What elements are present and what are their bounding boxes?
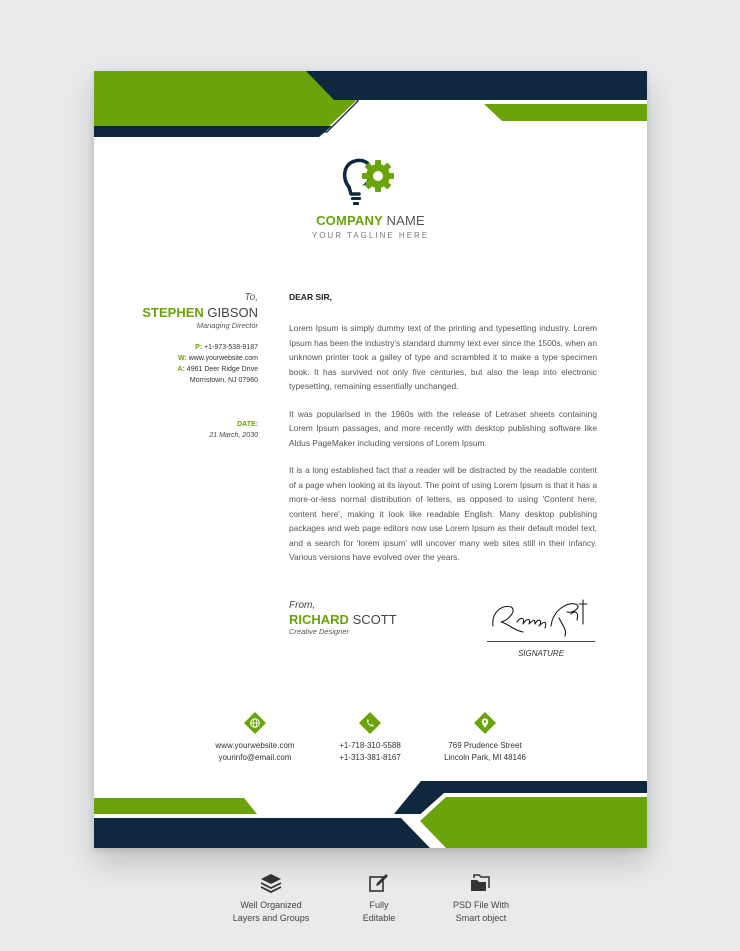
feature-psd bbox=[421, 873, 541, 925]
location-pin-icon bbox=[474, 712, 496, 734]
recipient-phone-row bbox=[108, 342, 258, 353]
letter-paragraph: It was popularised in the 1960s with the release of Letraset sheets containing Lorem Ipsum passages, and more recently with desktop publishing software like Aldus PageMaker including versions of Lorem Ipsum. bbox=[289, 408, 597, 448]
company-logo bbox=[94, 157, 647, 240]
web-label: W: bbox=[177, 355, 187, 362]
recipient-name bbox=[108, 305, 258, 320]
recipient-web: www.yourwebsite.com bbox=[188, 355, 258, 362]
footer-phone-2: +1-313-381-8167 bbox=[339, 752, 401, 762]
company-name bbox=[94, 213, 647, 228]
recipient-contact bbox=[108, 342, 258, 386]
footer-navy-band bbox=[94, 818, 430, 848]
footer-address-text bbox=[415, 740, 555, 763]
folder-icon bbox=[470, 873, 492, 893]
footer-green-strip bbox=[94, 798, 257, 814]
recipient-address-row bbox=[108, 364, 258, 375]
date-block bbox=[108, 419, 258, 441]
recipient-block bbox=[108, 292, 258, 441]
recipient-first-name: STEPHEN bbox=[142, 305, 204, 320]
sender-block bbox=[289, 600, 397, 636]
date-label: DATE: bbox=[237, 421, 258, 428]
company-name-light: NAME bbox=[386, 213, 425, 228]
recipient-address-line2: Morristown, NJ 07960 bbox=[189, 377, 258, 384]
footer-email: yourinfo@email.com bbox=[218, 752, 292, 762]
feature-psd-line1: PSD File With bbox=[452, 900, 509, 910]
sender-name bbox=[289, 612, 397, 627]
header-navy-band bbox=[306, 71, 647, 100]
header-green-strip bbox=[484, 104, 647, 121]
letter-paragraph: It is a long established fact that a reader will be distracted by the readable content of a page when looking at its layout. The point of using Lorem Ipsum is that it has a more-or-less normal distribution of letters, as opposed to using 'Content here, content here', making it look like readable English. Many desktop publishing packages and web page editors now use Lorem Ipsum as their default model text, and a search for 'lorem ipsum' will uncover many web sites still in their infancy. Various versions have evolved over the years. bbox=[289, 465, 597, 562]
edit-icon bbox=[368, 873, 390, 893]
sender-first-name: RICHARD bbox=[289, 612, 349, 627]
letter-paragraph: Lorem Ipsum is simply dummy text of the printing and typesetting industry. Lorem Ipsum has been the industry's standard dummy text ever since the 1500s, when an unknown printer took a galley of type and scrambled it to make a type specimen book. It has survived not only five centuries, but also the leap into electronic typesetting, remaining essentially unchanged. bbox=[289, 323, 597, 391]
feature-layers bbox=[211, 873, 331, 925]
company-name-bold: COMPANY bbox=[316, 213, 383, 228]
date-value: 21 March, 2030 bbox=[209, 432, 258, 439]
recipient-web-row bbox=[108, 353, 258, 364]
from-label: From, bbox=[289, 600, 316, 611]
letterhead-sheet bbox=[94, 71, 647, 848]
phone-icon bbox=[359, 712, 381, 734]
recipient-address-line1: 4961 Deer Ridge Drive bbox=[186, 366, 258, 373]
footer-address bbox=[415, 712, 555, 763]
footer-address-line1: 769 Prudence Street bbox=[448, 741, 522, 750]
to-label: To, bbox=[244, 292, 258, 303]
layers-icon bbox=[260, 873, 282, 893]
signature-label: SIGNATURE bbox=[517, 649, 565, 658]
footer-phone-1: +1-718-310-5588 bbox=[339, 741, 401, 750]
phone-label: P: bbox=[195, 344, 203, 351]
feature-layers-line2: Layers and Groups bbox=[232, 913, 310, 923]
signature-line bbox=[487, 641, 595, 642]
footer-website-url: www.yourwebsite.com bbox=[215, 741, 295, 750]
feature-layers-text bbox=[211, 899, 331, 925]
letter-greeting: DEAR SIR, bbox=[289, 292, 332, 302]
feature-psd-text bbox=[421, 899, 541, 925]
footer-address-line2: Lincoln Park, MI 48146 bbox=[444, 752, 526, 762]
feature-editable-line1: Fully bbox=[369, 900, 389, 910]
company-tagline: YOUR TAGLINE HERE bbox=[311, 231, 430, 240]
lightbulb-gear-icon bbox=[341, 157, 401, 207]
recipient-title: Managing Director bbox=[196, 321, 258, 330]
sender-last-name: SCOTT bbox=[352, 612, 397, 627]
header-navy-strip bbox=[94, 126, 332, 137]
globe-icon bbox=[244, 712, 266, 734]
address-label: A: bbox=[177, 366, 185, 373]
feature-psd-line2: Smart object bbox=[455, 913, 507, 923]
letter-body bbox=[289, 292, 597, 565]
feature-layers-line1: Well Organized bbox=[240, 900, 302, 910]
sender-title: Creative Designer bbox=[289, 627, 350, 636]
signature-block bbox=[487, 596, 595, 658]
recipient-last-name: GIBSON bbox=[207, 305, 258, 320]
feature-editable-line2: Editable bbox=[362, 913, 396, 923]
footer-green-band bbox=[420, 797, 647, 848]
recipient-phone: +1-973-538-9187 bbox=[204, 344, 258, 351]
handwritten-signature bbox=[487, 596, 595, 640]
